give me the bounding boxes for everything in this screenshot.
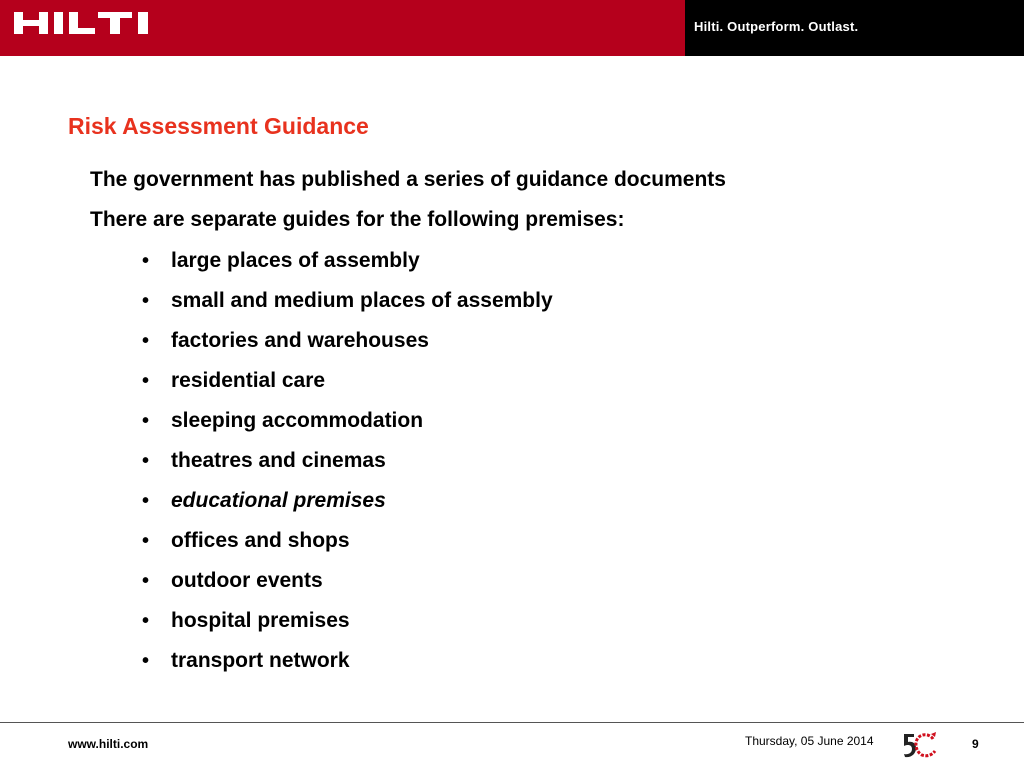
bullet-icon: • (142, 610, 150, 632)
premises-list-item (142, 286, 553, 326)
slide-title: Risk Assessment Guidance (68, 113, 369, 139)
bullet-icon: • (142, 370, 150, 392)
bullet-icon: • (142, 410, 150, 432)
bullet-icon: • (142, 530, 150, 552)
premises-item-text: outdoor events (171, 569, 323, 592)
bullet-icon: • (142, 490, 150, 512)
premises-item-text: offices and shops (171, 529, 350, 552)
premises-list-item (142, 606, 553, 646)
bullet-icon: • (142, 250, 150, 272)
premises-list-item (142, 486, 553, 526)
premises-list-item (142, 326, 553, 366)
premises-item-text: factories and warehouses (171, 329, 429, 352)
premises-list-item (142, 246, 553, 286)
premises-list-item (142, 566, 553, 606)
premises-list (142, 246, 553, 686)
footer-website-link[interactable]: www.hilti.com (68, 737, 149, 751)
premises-list-item (142, 406, 553, 446)
header-red-bar (0, 0, 685, 56)
bullet-icon: • (142, 450, 150, 472)
footer-date: Thursday, 05 June 2014 (745, 734, 874, 748)
premises-item-text: theatres and cinemas (171, 449, 386, 472)
bullet-icon: • (142, 650, 150, 672)
footer-divider (0, 722, 1024, 723)
tagline: Hilti. Outperform. Outlast. (694, 19, 859, 34)
intro-line-2: There are separate guides for the following premises: (90, 208, 625, 231)
premises-item-text: small and medium places of assembly (171, 289, 553, 312)
premises-list-item (142, 526, 553, 566)
anniversary-50-icon (900, 730, 938, 762)
premises-list-item (142, 446, 553, 486)
premises-item-text: transport network (171, 649, 350, 672)
premises-list-item (142, 366, 553, 406)
bullet-icon: • (142, 290, 150, 312)
premises-list-item (142, 646, 553, 686)
premises-item-text: large places of assembly (171, 249, 420, 272)
hilti-logo (14, 12, 150, 34)
premises-item-text: educational premises (171, 489, 386, 512)
page-number: 9 (972, 737, 979, 751)
bullet-icon: • (142, 330, 150, 352)
premises-item-text: hospital premises (171, 609, 350, 632)
premises-item-text: sleeping accommodation (171, 409, 424, 432)
bullet-icon: • (142, 570, 150, 592)
intro-line-1: The government has published a series of guidance documents (90, 168, 726, 191)
premises-item-text: residential care (171, 369, 326, 392)
